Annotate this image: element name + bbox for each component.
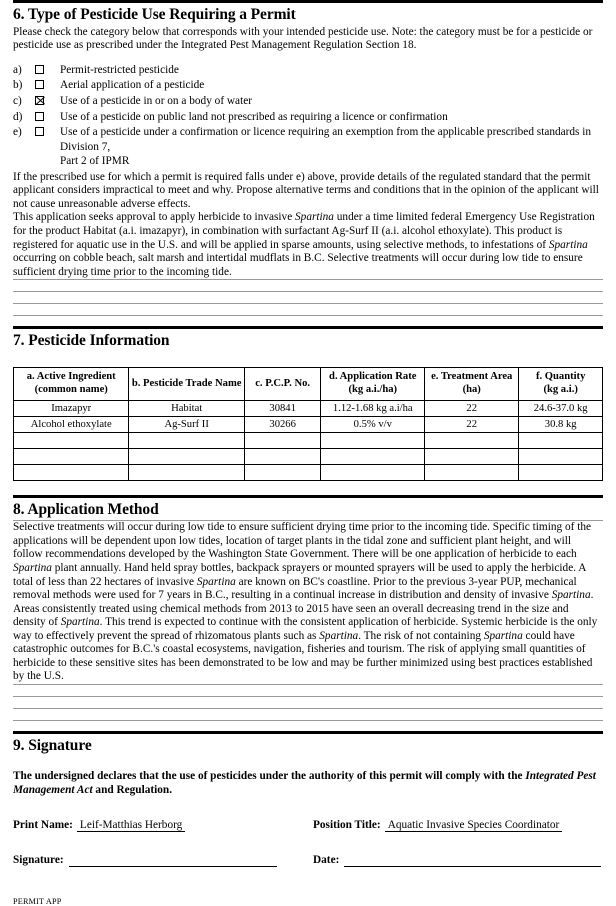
cell-quantity[interactable] — [519, 448, 603, 464]
th-active-ingredient-line1: a. Active Ingredient — [26, 371, 116, 383]
signature-label: Signature: — [13, 853, 64, 866]
th-application-rate-line1: d. Application Rate — [329, 371, 417, 383]
section-8-text — [13, 521, 603, 684]
cell-trade-name[interactable]: Ag-Surf II — [129, 416, 244, 432]
cell-quantity[interactable]: 30.8 kg — [519, 416, 603, 432]
decl-italic: Integrated Pest Management Act — [13, 769, 596, 796]
s8-text-1: Selective treatments will occur during low tide to ensure sufficient drying time prior to the incoming tide. Specific timing of the applications will be dependent upon low tides, location of target plants in the tidal zone and sufficient plant height, and will follow recommendations developed by the Washington State Government. There will be one application of herbicide to each — [13, 521, 591, 561]
cell-quantity[interactable] — [519, 464, 603, 480]
cell-trade-name[interactable] — [129, 464, 244, 480]
cell-pcp-no[interactable]: 30266 — [244, 416, 321, 432]
signature-input[interactable] — [69, 854, 277, 867]
checkbox-row-d[interactable] — [13, 110, 603, 126]
th-application-rate-line2: (kg a.i./ha) — [348, 384, 398, 396]
date-group — [313, 854, 603, 867]
s8-text-5: . This trend is expected to continue with the consistent application of herbicide. Systemic herbicide is the only way to effectively prevent the spread of rhizomatous plants such as — [13, 616, 598, 642]
th-trade-name-line1: b. Pesticide Trade Name — [131, 377, 242, 389]
checkbox-cell-b[interactable] — [35, 78, 60, 94]
cell-application-rate[interactable]: 1.12-1.68 kg a.i/ha — [321, 400, 425, 416]
th-treatment-area-line2: (ha) — [462, 384, 481, 396]
s8-italic-1: Spartina — [13, 561, 52, 574]
page-footer: PERMIT APP — [13, 896, 62, 906]
cell-active-ingredient[interactable] — [14, 464, 129, 480]
s8-text-6: . The risk of not containing — [358, 629, 484, 642]
pesticide-information-table — [13, 367, 603, 480]
decl-text-2: and Regulation. — [92, 783, 173, 796]
checkbox-e-icon[interactable] — [35, 127, 44, 136]
s8-text-7: could have catastrophic outcomes for B.C.'s coastal ecosystems, navigation, fisheries and tourism. The risk of applying small quantities of herbicide to these sensitive sites has been demonstrated to be low and may be further minimized using best practices established by the U.S. — [13, 629, 593, 683]
answer-text-3: occurring on cobble beach, salt marsh and intertidal mudflats in B.C. Selective treatments will occur during low tide to ensure sufficient drying time prior to the incoming tide. — [13, 252, 583, 278]
table-header-row — [14, 368, 603, 400]
checkbox-c-checked-icon[interactable] — [35, 96, 44, 105]
th-pcp-no — [244, 368, 321, 400]
table-row — [14, 416, 603, 432]
s8-italic-6: Spartina — [483, 629, 523, 642]
answer-text-2: under a time limited federal Emergency Use Registration for the product Habitat (a.i. imazapyr), in combination with surfactant Ag-Surf II (a.i. alcohol ethoxylate). This product is registered for aquatic use in the U.S. and will be applied in sparse amounts, using selective methods, to infestations of — [13, 211, 595, 251]
print-name-group — [13, 819, 313, 832]
cell-trade-name[interactable] — [129, 432, 244, 448]
cell-active-ingredient[interactable]: Alcohol ethoxylate — [14, 416, 129, 432]
cell-pcp-no[interactable] — [244, 464, 321, 480]
th-treatment-area — [425, 368, 519, 400]
th-treatment-area-line1: e. Treatment Area — [431, 371, 513, 383]
checkbox-row-a[interactable] — [13, 63, 603, 79]
signature-date-row — [13, 854, 603, 867]
s8-italic-5: Spartina — [319, 629, 359, 642]
cell-application-rate[interactable] — [321, 432, 425, 448]
th-active-ingredient — [14, 368, 129, 400]
cell-treatment-area[interactable] — [425, 448, 519, 464]
signature-group — [13, 854, 313, 867]
section-6-instruction: Please check the category below that corresponds with your intended pesticide use. Note: the category must be for a pesticide or pesticide use as prescribed under the Integrated Pest Management Regulation Section 18. — [13, 25, 593, 52]
s8-italic-2: Spartina — [196, 575, 236, 588]
th-application-rate — [321, 368, 425, 400]
answer-text-1: This application seeks approval to apply herbicide to invasive — [13, 211, 296, 224]
section-6-heading: 6. Type of Pesticide Use Requiring a Permit — [13, 6, 296, 23]
option-label-b: Aerial application of a pesticide — [60, 79, 205, 92]
decl-text-1: The undersigned declares that the use of pesticides under the authority of this permit will comply with the — [13, 769, 526, 782]
s8-text-3: are known on BC's coastline. Prior to the previous 3-year PUP, mechanical removal methods were used for 7 years in B.C., resulting in a continual increase in distribution and density of invasive — [13, 575, 577, 602]
s8-italic-3: Spartina — [551, 589, 591, 602]
option-label-c: Use of a pesticide in or on a body of water — [60, 95, 252, 108]
section-7-top-rule — [13, 326, 603, 329]
option-letter-d: d) — [13, 110, 23, 123]
option-label-d: Use of a pesticide on public land not prescribed as requiring a licence or confirmation — [60, 110, 448, 123]
checkbox-cell-e[interactable] — [35, 125, 60, 141]
name-title-row — [13, 819, 603, 832]
section-6-top-rule — [13, 0, 603, 3]
signature-declaration — [13, 769, 603, 797]
answer-italic-2: Spartina — [548, 238, 588, 251]
date-label: Date: — [313, 853, 340, 866]
cell-pcp-no[interactable] — [244, 432, 321, 448]
section-9-top-rule — [13, 731, 603, 734]
cell-active-ingredient[interactable]: Imazapyr — [14, 400, 129, 416]
position-title-value[interactable]: Aquatic Invasive Species Coordinator — [385, 819, 563, 832]
position-title-label: Position Title: — [313, 818, 381, 831]
th-quantity-line1: f. Quantity — [535, 371, 586, 383]
cell-pcp-no[interactable] — [244, 448, 321, 464]
option-label-e: Use of a pesticide under a confirmation or licence requiring an exemption from the applicable prescribed standards in Division 7, — [60, 126, 592, 153]
s8-text-2: plant annually. Hand held spray bottles, backpack sprayers or mounted sprayers will be used to apply the herbicide. A total of less than 22 hectares of invasive — [13, 561, 586, 588]
checkbox-cell-d[interactable] — [35, 110, 60, 126]
option-letter-c: c) — [13, 95, 22, 108]
option-letter-a: a) — [13, 63, 22, 76]
cell-active-ingredient[interactable] — [14, 448, 129, 464]
th-quantity — [519, 368, 603, 400]
answer-italic-1: Spartina — [295, 211, 334, 224]
table-row — [14, 448, 603, 464]
option-letter-b: b) — [13, 79, 23, 92]
section-7-heading: 7. Pesticide Information — [13, 332, 170, 350]
th-active-ingredient-line2: (common name) — [34, 384, 108, 396]
cell-application-rate[interactable]: 0.5% v/v — [321, 416, 425, 432]
section-6-answer — [13, 211, 603, 279]
cell-treatment-area[interactable] — [425, 432, 519, 448]
th-trade-name — [129, 368, 244, 400]
section-6-prompt: If the prescribed use for which a permit is required falls under e) above, provide details of the regulated standard that the permit applicant considers impractical to meet and why. Propose alternative terms and conditions that in the opinion of the applicant will not cause unreasonable adverse effects. — [13, 170, 599, 210]
option-letter-e: e) — [13, 126, 22, 139]
s8-text-4: . Areas consistently treated using chemical methods from 2013 to 2015 have seen an overall decreasing trend in the size and density of — [13, 589, 594, 629]
section-8-top-rule — [13, 495, 603, 498]
checkbox-row-c[interactable] — [13, 94, 603, 110]
print-name-value[interactable]: Leif-Matthias Herborg — [77, 819, 185, 832]
checkbox-row-e[interactable] — [13, 125, 603, 154]
section-8-heading: 8. Application Method — [13, 500, 159, 518]
date-input[interactable] — [344, 854, 601, 867]
checkbox-d-icon[interactable] — [35, 112, 44, 121]
cell-treatment-area[interactable]: 22 — [425, 400, 519, 416]
cell-treatment-area[interactable]: 22 — [425, 416, 519, 432]
th-quantity-line2: (kg a.i.) — [543, 384, 578, 396]
option-label-a: Permit-restricted pesticide — [60, 63, 179, 76]
cell-trade-name[interactable]: Habitat — [129, 400, 244, 416]
table-row — [14, 432, 603, 448]
table-row — [14, 464, 603, 480]
s8-italic-4: Spartina — [60, 616, 100, 629]
option-e-continuation: Part 2 of IPMR — [60, 155, 130, 168]
cell-treatment-area[interactable] — [425, 464, 519, 480]
cell-quantity[interactable]: 24.6-37.0 kg — [519, 400, 603, 416]
checkbox-a-icon[interactable] — [35, 65, 44, 74]
cell-active-ingredient[interactable] — [14, 432, 129, 448]
position-title-group — [313, 819, 603, 832]
checkbox-cell-c[interactable] — [35, 94, 60, 110]
print-name-label: Print Name: — [13, 818, 73, 831]
table-row — [14, 400, 603, 416]
section-9-heading: 9. Signature — [13, 736, 92, 754]
cell-application-rate[interactable] — [321, 464, 425, 480]
th-pcp-no-line1: c. P.C.P. No. — [255, 377, 311, 389]
pesticide-use-category-checklist — [13, 63, 603, 169]
cell-quantity[interactable] — [519, 432, 603, 448]
checkbox-cell-a[interactable] — [35, 63, 60, 79]
cell-trade-name[interactable] — [129, 448, 244, 464]
checkbox-row-b[interactable] — [13, 78, 603, 94]
checkbox-b-icon[interactable] — [35, 80, 44, 89]
cell-pcp-no[interactable]: 30841 — [244, 400, 321, 416]
cell-application-rate[interactable] — [321, 448, 425, 464]
